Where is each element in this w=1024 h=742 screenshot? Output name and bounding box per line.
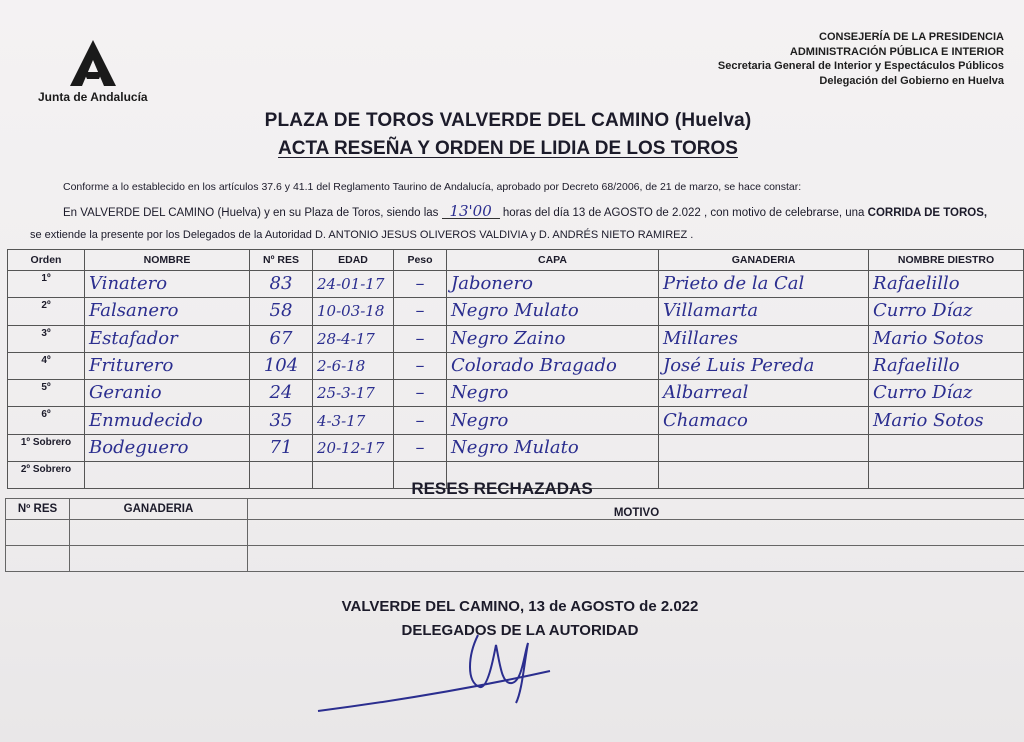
reses-rechazadas-title: RESES RECHAZADAS [411, 479, 593, 498]
col-header-res: Nº RES [6, 499, 70, 520]
cell-orden: 3º [8, 325, 85, 352]
cell-peso: – [394, 380, 447, 407]
org-line: CONSEJERÍA DE LA PRESIDENCIA [819, 31, 1004, 43]
document-subtitle: ACTA RESEÑA Y ORDEN DE LIDIA DE LOS TOROS [278, 138, 738, 159]
cell-edad: 10-03-18 [313, 298, 394, 325]
cell-res: 83 [250, 271, 313, 298]
cell-diestro: Curro Díaz [869, 298, 1024, 325]
cell-orden: 2º [8, 298, 85, 325]
cell-diestro: Mario Sotos [869, 407, 1024, 434]
cell-ganaderia [659, 434, 869, 461]
cell-diestro: Rafaelillo [869, 352, 1024, 379]
cell-nombre: Enmudecido [85, 407, 250, 434]
table-row [8, 271, 1024, 298]
intro-text-b: horas del día 13 de AGOSTO de 2.022 , con motivo de celebrarse, una [502, 207, 865, 219]
cell-nombre: Bodeguero [85, 434, 250, 461]
cell-edad: 24-01-17 [313, 271, 394, 298]
intro-paragraph-3: se extiende la presente por los Delegados de la Autoridad D. ANTONIO JESUS OLIVEROS VALDIVIA y D. ANDRÉS NIETO RAMIREZ . [30, 229, 694, 241]
empty-cell [248, 546, 1024, 572]
cell-ganaderia: José Luis Pereda [659, 352, 869, 379]
cell-capa: Colorado Bragado [447, 352, 659, 379]
col-header-edad: EDAD [313, 250, 394, 271]
cell-peso: – [394, 271, 447, 298]
cell-orden: 1º Sobrero [8, 434, 85, 461]
cell-edad: 20-12-17 [313, 434, 394, 461]
cell-capa: Negro Mulato [447, 434, 659, 461]
org-line: Delegación del Gobierno en Huelva [819, 74, 1004, 87]
footer-delegados: DELEGADOS DE LA AUTORIDAD [401, 622, 639, 639]
handwritten-signature [310, 625, 590, 720]
empty-cell [248, 520, 1024, 546]
col-header-ganaderia: GANADERIA [70, 499, 248, 520]
cell-capa: Negro [447, 407, 659, 434]
empty-cell [6, 520, 70, 546]
col-header-orden: Orden [8, 250, 85, 271]
cell-peso: – [394, 434, 447, 461]
col-header-res: Nº RES [250, 250, 313, 271]
table-header-row [6, 499, 1024, 520]
cell-orden: 4º [8, 352, 85, 379]
cell-diestro [869, 434, 1024, 461]
col-header-ganaderia: GANADERIA [659, 250, 869, 271]
document-title: PLAZA DE TOROS VALVERDE DEL CAMINO (Huelva) [264, 110, 752, 131]
cell-capa: Jabonero [447, 271, 659, 298]
table-row [8, 380, 1024, 407]
table-row [6, 546, 1024, 572]
org-line: ADMINISTRACIÓN PÚBLICA E INTERIOR [789, 45, 1004, 58]
cell-nombre: Geranio [85, 380, 250, 407]
cell-nombre: Estafador [85, 325, 250, 352]
cell-orden: 1º [8, 271, 85, 298]
handwritten-time: 13'00 [442, 204, 500, 219]
table-row [8, 434, 1024, 461]
col-header-motivo: MOTIVO [248, 499, 1024, 520]
cell-ganaderia: Prieto de la Cal [659, 271, 869, 298]
cell-nombre: Falsanero [85, 298, 250, 325]
empty-cell [70, 520, 248, 546]
junta-andalucia-logo [38, 38, 158, 108]
cell-res: 71 [250, 434, 313, 461]
cell-peso: – [394, 325, 447, 352]
cell-diestro: Rafaelillo [869, 271, 1024, 298]
table-row [8, 352, 1024, 379]
col-header-peso: Peso [394, 250, 447, 271]
cell-res: 35 [250, 407, 313, 434]
cell-res: 58 [250, 298, 313, 325]
intro-paragraph-2 [63, 204, 987, 219]
intro-paragraph-1: Conforme a lo establecido en los artículos 37.6 y 41.1 del Reglamento Taurino de Andalucía, aprobado por Decreto 68/2006, de 21 de marzo, se hace constar: [63, 181, 802, 193]
col-header-nombre: NOMBRE [85, 250, 250, 271]
table-row [8, 325, 1024, 352]
table-row [8, 407, 1024, 434]
cell-orden: 6º [8, 407, 85, 434]
cell-ganaderia: Villamarta [659, 298, 869, 325]
cell-nombre: Friturero [85, 352, 250, 379]
cell-ganaderia: Chamaco [659, 407, 869, 434]
cell-orden: 2º Sobrero [8, 462, 85, 489]
cell-edad: 25-3-17 [313, 380, 394, 407]
cell-orden: 5º [8, 380, 85, 407]
cell-res: 67 [250, 325, 313, 352]
cell-edad: 28-4-17 [313, 325, 394, 352]
cell-capa: Negro [447, 380, 659, 407]
lidia-table [7, 249, 1024, 489]
cell-edad: 4-3-17 [313, 407, 394, 434]
cell-nombre: Vinatero [85, 271, 250, 298]
footer-place-date: VALVERDE DEL CAMINO, 13 de AGOSTO de 2.022 [341, 598, 699, 615]
logo-text: Junta de Andalucía [38, 90, 148, 104]
cell-res: 24 [250, 380, 313, 407]
empty-cell [6, 546, 70, 572]
intro-text-a: En VALVERDE DEL CAMINO (Huelva) y en su Plaza de Toros, siendo las [63, 207, 439, 219]
cell-diestro: Mario Sotos [869, 325, 1024, 352]
cell-ganaderia: Millares [659, 325, 869, 352]
cell-peso: – [394, 298, 447, 325]
event-type: CORRIDA DE TOROS, [867, 207, 988, 219]
cell-peso: – [394, 407, 447, 434]
org-line: Secretaria General de Interior y Espectáculos Públicos [717, 60, 1004, 72]
org-header [718, 30, 1004, 88]
cell-edad: 2-6-18 [313, 352, 394, 379]
cell-diestro: Curro Díaz [869, 380, 1024, 407]
cell-peso: – [394, 352, 447, 379]
col-header-capa: CAPA [447, 250, 659, 271]
table-header-row [8, 250, 1024, 271]
cell-capa: Negro Zaino [447, 325, 659, 352]
cell-ganaderia: Albarreal [659, 380, 869, 407]
cell-res: 104 [250, 352, 313, 379]
cell-capa: Negro Mulato [447, 298, 659, 325]
table-row [6, 520, 1024, 546]
junta-logo-icon [66, 38, 120, 88]
rechazadas-table [5, 498, 1024, 572]
table-row [8, 298, 1024, 325]
empty-cell [70, 546, 248, 572]
col-header-diestro: NOMBRE DIESTRO [869, 250, 1024, 271]
